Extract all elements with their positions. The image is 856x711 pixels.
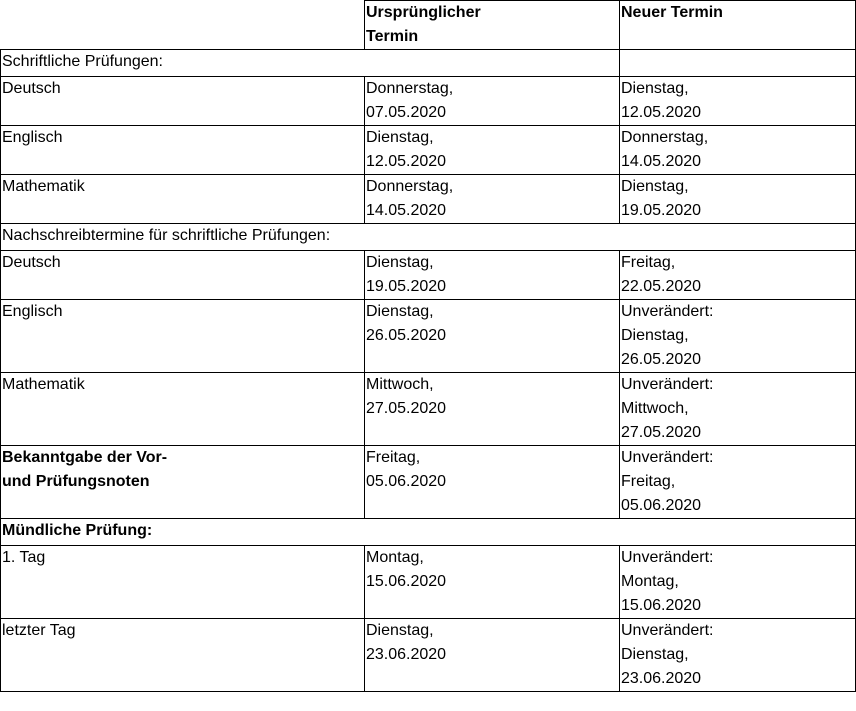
original-date-line: 07.05.2020 [366, 104, 447, 121]
new-date-cell [620, 373, 856, 446]
new-date-line: Dienstag, [621, 178, 689, 195]
new-date-line: 26.05.2020 [621, 351, 702, 368]
subject-line: Deutsch [2, 254, 61, 271]
original-date-line: Dienstag, [366, 254, 434, 271]
header-original-line-2: Termin [366, 28, 419, 45]
new-date-cell [620, 300, 856, 373]
table-row [1, 251, 856, 300]
original-date-line: 23.06.2020 [366, 646, 447, 663]
section-header-row [1, 224, 856, 251]
subject-line: letzter Tag [2, 622, 76, 639]
subject-cell [1, 373, 365, 446]
table-row [1, 446, 856, 519]
subject-cell [1, 251, 365, 300]
new-date-line: Donnerstag, [621, 129, 709, 146]
new-date-line: 19.05.2020 [621, 202, 702, 219]
original-date-cell [365, 619, 620, 692]
new-date-line: Montag, [621, 573, 679, 590]
original-date-line: Donnerstag, [366, 178, 454, 195]
original-date-cell [365, 300, 620, 373]
new-date-line: Unverändert: [621, 449, 714, 466]
table-body [1, 1, 856, 692]
section-empty-cell [620, 50, 856, 77]
subject-cell [1, 619, 365, 692]
new-date-line: 12.05.2020 [621, 104, 702, 121]
new-date-line: 27.05.2020 [621, 424, 702, 441]
new-date-cell [620, 619, 856, 692]
subject-cell [1, 300, 365, 373]
table-row [1, 300, 856, 373]
subject-cell [1, 77, 365, 126]
subject-line: Mathematik [2, 376, 85, 393]
original-date-cell [365, 446, 620, 519]
original-date-line: 05.06.2020 [366, 473, 447, 490]
subject-line: 1. Tag [2, 549, 46, 566]
new-date-line: 23.06.2020 [621, 670, 702, 687]
subject-line: Deutsch [2, 80, 61, 97]
original-date-line: 19.05.2020 [366, 278, 447, 295]
section-header-row [1, 50, 856, 77]
table-row [1, 175, 856, 224]
new-date-line: 14.05.2020 [621, 153, 702, 170]
subject-line: und Prüfungsnoten [2, 473, 150, 490]
section-title: Mündliche Prüfung: [1, 519, 856, 546]
subject-cell [1, 446, 365, 519]
new-date-line: Dienstag, [621, 80, 689, 97]
header-row [1, 1, 856, 50]
original-date-cell [365, 77, 620, 126]
header-cell-empty [1, 1, 365, 50]
original-date-cell [365, 251, 620, 300]
section-title: Schriftliche Prüfungen: [1, 50, 620, 77]
new-date-line: Freitag, [621, 473, 676, 490]
original-date-cell [365, 373, 620, 446]
original-date-line: Dienstag, [366, 303, 434, 320]
section-title: Nachschreibtermine für schriftliche Prüfungen: [1, 224, 856, 251]
subject-cell [1, 126, 365, 175]
original-date-line: 15.06.2020 [366, 573, 447, 590]
original-date-line: Dienstag, [366, 129, 434, 146]
original-date-line: Mittwoch, [366, 376, 434, 393]
original-date-line: Donnerstag, [366, 80, 454, 97]
subject-line: Englisch [2, 303, 63, 320]
subject-cell [1, 175, 365, 224]
new-date-line: 15.06.2020 [621, 597, 702, 614]
table-row [1, 126, 856, 175]
header-new-line-1: Neuer Termin [621, 4, 723, 21]
table-row [1, 619, 856, 692]
original-date-cell [365, 126, 620, 175]
new-date-line: Mittwoch, [621, 400, 689, 417]
original-date-line: 12.05.2020 [366, 153, 447, 170]
original-date-line: Dienstag, [366, 622, 434, 639]
new-date-cell [620, 251, 856, 300]
new-date-cell [620, 446, 856, 519]
section-header-row [1, 519, 856, 546]
subject-line: Mathematik [2, 178, 85, 195]
new-date-line: Dienstag, [621, 646, 689, 663]
new-date-cell [620, 77, 856, 126]
subject-line: Englisch [2, 129, 63, 146]
original-date-cell [365, 175, 620, 224]
table-row [1, 546, 856, 619]
header-original-date [365, 1, 620, 50]
new-date-cell [620, 175, 856, 224]
header-new-date [620, 1, 856, 50]
original-date-cell [365, 546, 620, 619]
new-date-cell [620, 546, 856, 619]
subject-cell [1, 546, 365, 619]
original-date-line: 27.05.2020 [366, 400, 447, 417]
subject-line: Bekanntgabe der Vor- [2, 449, 168, 466]
new-date-line: 05.06.2020 [621, 497, 702, 514]
table-row [1, 373, 856, 446]
original-date-line: Freitag, [366, 449, 421, 466]
original-date-line: Montag, [366, 549, 424, 566]
new-date-line: Dienstag, [621, 327, 689, 344]
new-date-line: Unverändert: [621, 376, 714, 393]
new-date-cell [620, 126, 856, 175]
new-date-line: 22.05.2020 [621, 278, 702, 295]
original-date-line: 14.05.2020 [366, 202, 447, 219]
original-date-line: 26.05.2020 [366, 327, 447, 344]
header-original-line-1: Ursprünglicher [366, 4, 481, 21]
new-date-line: Unverändert: [621, 549, 714, 566]
new-date-line: Unverändert: [621, 622, 714, 639]
table-row [1, 77, 856, 126]
new-date-line: Freitag, [621, 254, 676, 271]
new-date-line: Unverändert: [621, 303, 714, 320]
